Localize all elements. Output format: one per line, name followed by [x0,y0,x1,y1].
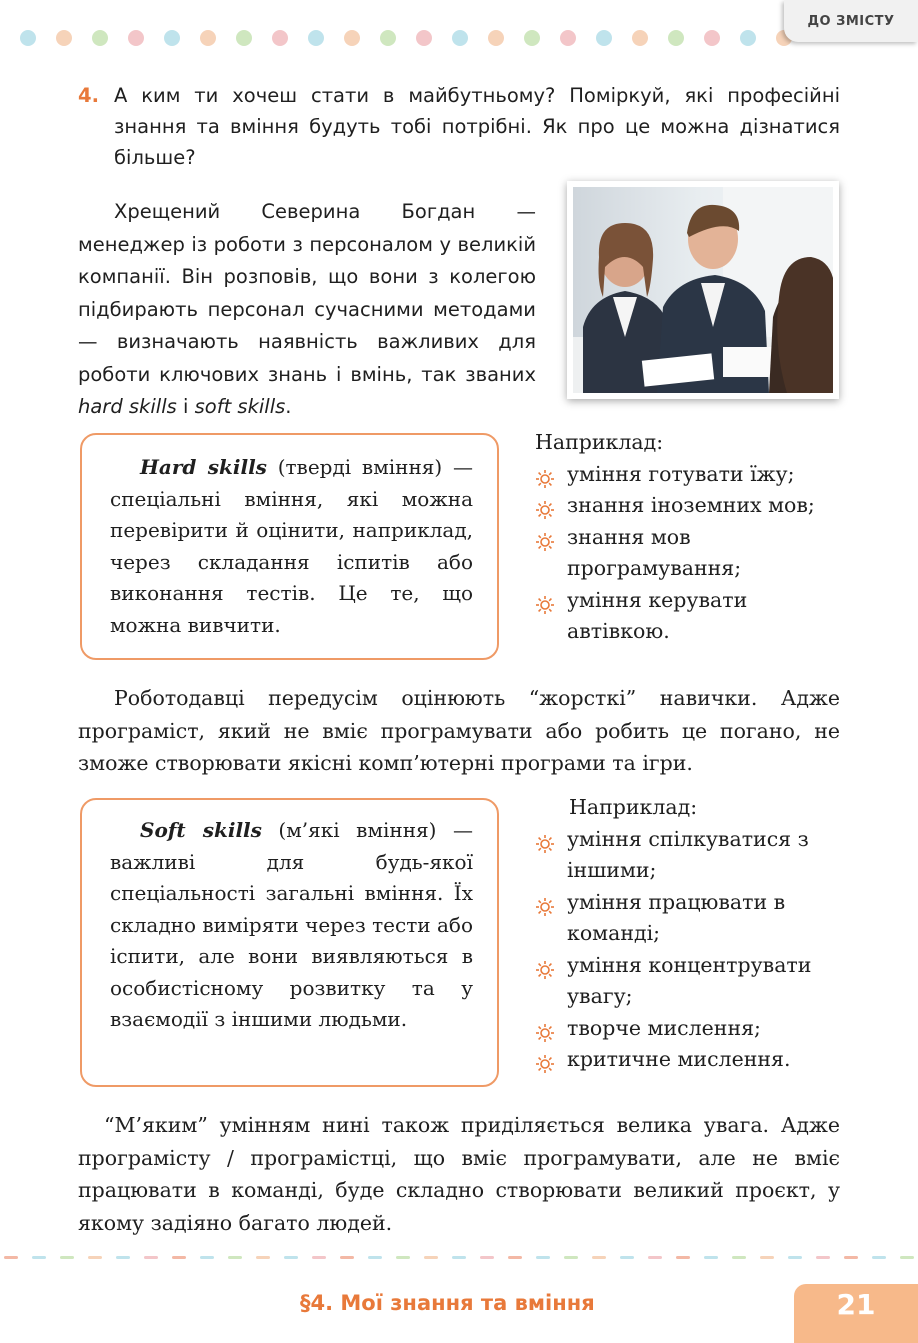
sun-bullet-icon [535,1021,555,1041]
decor-dash [312,1256,326,1259]
decor-dot [20,30,36,46]
decor-dot [236,30,252,46]
decor-dot [488,30,504,46]
hard-skills-examples [535,427,855,648]
decor-dash [200,1256,214,1259]
hard-skills-definition-box: Hard skills (тверді вміння) — спеціальні вміння, які можна перевірити й оцінити, наприклад, через складання іспитів або виконання тестів. Це те, що можна вивчити. [80,433,499,660]
employers-paragraph: Роботодавці передусім оцінюють “жорсткі” навички. Адже програміст, який не вміє програмувати або робить це погано, не зможе створювати якісні комп’ютерні програми та ігри. [78,686,840,775]
decor-dash [732,1256,746,1259]
decor-dash [396,1256,410,1259]
decor-dash [620,1256,634,1259]
decor-dash [228,1256,242,1259]
decor-dot [344,30,360,46]
decor-dash [88,1256,102,1259]
decor-dash [760,1256,774,1259]
list-item: уміння працювати в команді; [535,887,797,950]
decor-dot [128,30,144,46]
task-text: А ким ти хочеш стати в майбутньому? Поміркуй, які професійні знання та вміння будуть тобі потрібні. Як про це можна дізнатися більше? [114,84,840,169]
intro-paragraph: Хрещений Северина Богдан — менеджер із роботи з персоналом у великій компанії. Він розповів, що вони з колегою підбирають персонал сучасними методами — визначають наявність важливих для роботи ключових знань і вмінь, так званих hard skills і soft skills. [78,200,536,418]
hard-skills-term: Hard skills [140,455,267,479]
decor-dot [164,30,180,46]
list-item: знання іноземних мов; [535,490,855,522]
decor-dot [272,30,288,46]
decor-dot [416,30,432,46]
decor-dash [480,1256,494,1259]
decor-dot [560,30,576,46]
decor-dash [424,1256,438,1259]
section-title: §4. Мої знання та вміння [300,1291,595,1315]
toc-button[interactable]: ДО ЗМІСТУ [784,0,918,42]
list-item: уміння спілкуватися з іншими; [535,824,817,887]
soft-skills-paragraph: “М’яким” умінням нині також приділяється велика увага. Адже програмісту / програмістці, що вміє програмувати, але не вміє працювати в команді, буде складно створювати великий проєкт, у якому задіяно багато людей. [78,1113,840,1235]
decor-dash [368,1256,382,1259]
decor-dot [704,30,720,46]
list-item: знання мов програмування; [535,522,767,585]
decor-dot [308,30,324,46]
decor-dot [524,30,540,46]
decor-dash [452,1256,466,1259]
decor-dash [256,1256,270,1259]
list-item: критичне мислення. [535,1044,855,1076]
sun-bullet-icon [535,832,555,852]
decor-dot [56,30,72,46]
page-number: 21 [794,1284,918,1343]
decor-dot [668,30,684,46]
decor-dash [284,1256,298,1259]
decor-dash [592,1256,606,1259]
decor-dash [32,1256,46,1259]
decor-dash [788,1256,802,1259]
decor-dash [4,1256,18,1259]
sun-bullet-icon [535,1052,555,1072]
sun-bullet-icon [535,958,555,978]
decor-dash [508,1256,522,1259]
list-item: творче мислення; [535,1013,855,1045]
examples-title: Наприклад: [535,430,664,454]
decor-dash [676,1256,690,1259]
soft-skills-definition-box: Soft skills (м’які вміння) — важливі для будь-якої спеціальності загальні вміння. Їх складно виміряти через тести або іспити, але вони виявляються в особистісному розвитку та у взаємодії з іншими людьми. [80,798,499,1087]
decor-dash [900,1256,914,1259]
decor-dash [872,1256,886,1259]
list-item: уміння концентрувати увагу; [535,950,837,1013]
decor-dash [564,1256,578,1259]
decor-dot [92,30,108,46]
decor-dash [340,1256,354,1259]
sun-bullet-icon [535,530,555,550]
decor-dash [536,1256,550,1259]
decor-dot [200,30,216,46]
term-soft-skills: soft skills [194,395,286,418]
soft-skills-term: Soft skills [140,818,262,842]
task-number: 4. [78,84,99,107]
decor-dash [60,1256,74,1259]
list-item: уміння готувати їжу; [535,459,855,491]
decor-dot [452,30,468,46]
decor-dot [380,30,396,46]
decor-dot [740,30,756,46]
sun-bullet-icon [535,895,555,915]
decor-dash [144,1256,158,1259]
footer-dash-divider [0,1256,918,1260]
decor-dash [172,1256,186,1259]
decor-dash [816,1256,830,1259]
soft-skills-examples [535,792,855,1076]
office-meeting-photo [567,181,839,399]
top-dot-row [20,30,800,48]
examples-title: Наприклад: [569,795,698,819]
sun-bullet-icon [535,498,555,518]
list-item: уміння керувати автівкою. [535,585,797,648]
sun-bullet-icon [535,593,555,613]
decor-dash [844,1256,858,1259]
decor-dot [632,30,648,46]
decor-dash [648,1256,662,1259]
decor-dash [116,1256,130,1259]
term-hard-skills: hard skills [78,395,177,418]
decor-dot [596,30,612,46]
sun-bullet-icon [535,467,555,487]
decor-dash [704,1256,718,1259]
task-question [78,80,840,173]
